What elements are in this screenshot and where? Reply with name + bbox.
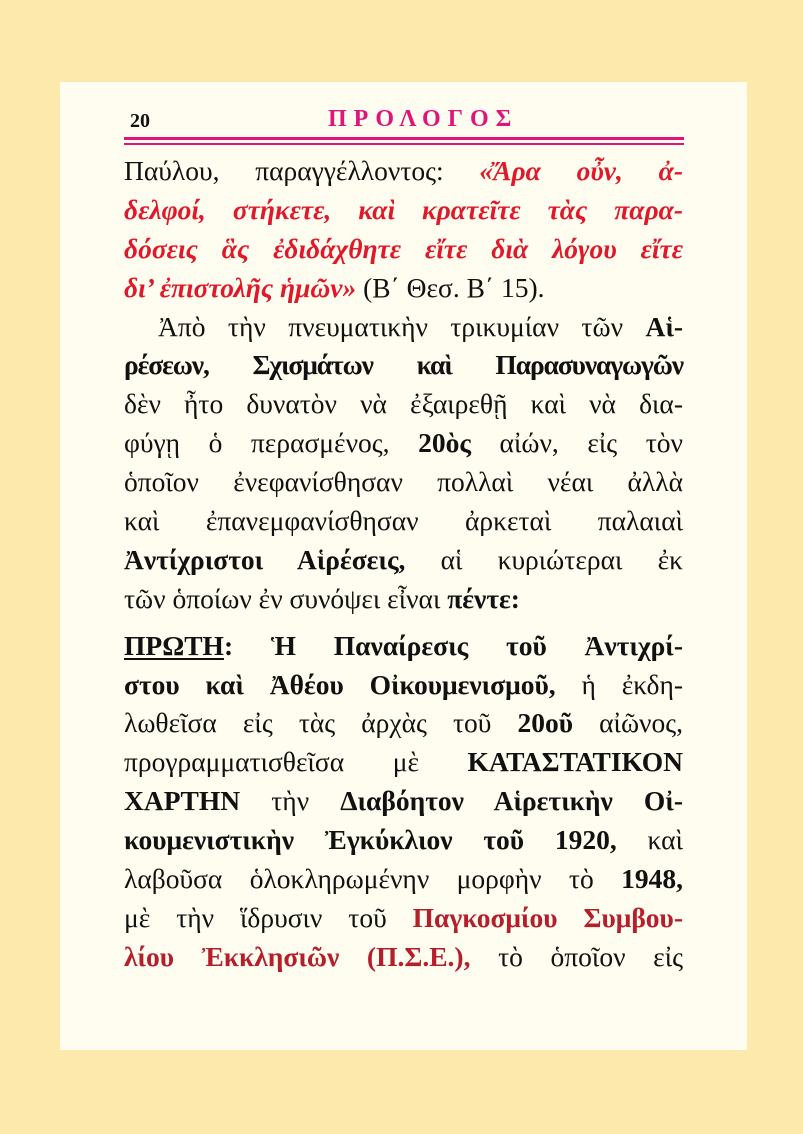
- text-line: ΠΡΩΤΗ: Ἡ Παναίρεσις τοῦ Ἀντιχρί-: [124, 629, 683, 661]
- header-rule-thick: [124, 137, 684, 140]
- text-line: ὁποῖον ἐνεφανίσθησαν πολλαὶ νέαι ἀλλὰ: [124, 466, 683, 498]
- text-line: κουμενιστικὴν Ἐγκύκλιον τοῦ 1920, καὶ: [124, 824, 683, 856]
- text-line: φύγῃ ὁ περασμένος, 20ὸς αἰών, εἰς τὸν: [124, 427, 683, 459]
- text-line: λωθεῖσα εἰς τὰς ἀρχὰς τοῦ 20οῦ αἰῶνος,: [124, 707, 683, 739]
- text-line: δι’ ἐπιστολῆς ἡμῶν» (Β΄ Θεσ. Β΄ 15).: [124, 271, 545, 303]
- text-line: μὲ τὴν ἵδρυσιν τοῦ Παγκοσμίου Συμβου-: [124, 901, 683, 933]
- text-line: τῶν ὁποίων ἐν συνόψει εἶναι πέντε:: [124, 582, 520, 614]
- text-line: Ἀπὸ τὴν πνευματικὴν τρικυμίαν τῶν Αἱ-: [158, 310, 683, 342]
- text-line: προγραμματισθεῖσα μὲ ΚΑΤΑΣΤΑΤΙΚΟΝ: [124, 746, 683, 778]
- book-page: [60, 82, 747, 1050]
- text-line: λαβοῦσα ὁλοκληρωμένην μορφὴν τὸ 1948,: [124, 863, 683, 895]
- text-line: Ἀντίχριστοι Αἱρέσεις, αἱ κυριώτεραι ἐκ: [124, 543, 683, 575]
- body-text: [124, 152, 683, 977]
- text-line: στου καὶ Ἀθέου Οἰκουμενισμοῦ, ἡ ἐκδη-: [124, 668, 683, 700]
- running-title: ΠΡΟΛΟΓΟΣ: [328, 106, 519, 132]
- text-line: δελφοί, στήκετε, καὶ κρατεῖτε τὰς παρα-: [124, 193, 683, 225]
- text-line: καὶ ἐπανεμφανίσθησαν ἀρκεταὶ παλαιαὶ: [124, 505, 683, 537]
- text-line: δόσεις ἃς ἐδιδάχθητε εἴτε διὰ λόγου εἴτε: [124, 232, 683, 264]
- text-line: λίου Ἐκκλησιῶν (Π.Σ.Ε.), τὸ ὁποῖον εἰς: [124, 940, 683, 972]
- header-rule-thin: [124, 143, 684, 145]
- text-line: δὲν ἦτο δυνατὸν νὰ ἐξαιρεθῇ καὶ νὰ δια-: [124, 388, 683, 420]
- text-line: ρέσεων, Σχισμάτων καὶ Παρασυναγωγῶν: [124, 349, 683, 381]
- text-line: ΧΑΡΤΗΝ τὴν Διαβόητον Αἱρετικὴν Οἰ-: [124, 785, 683, 817]
- text-line: Παύλου, παραγγέλλοντος: «Ἄρα οὖν, ἀ-: [124, 155, 683, 186]
- page-number: 20: [130, 110, 150, 132]
